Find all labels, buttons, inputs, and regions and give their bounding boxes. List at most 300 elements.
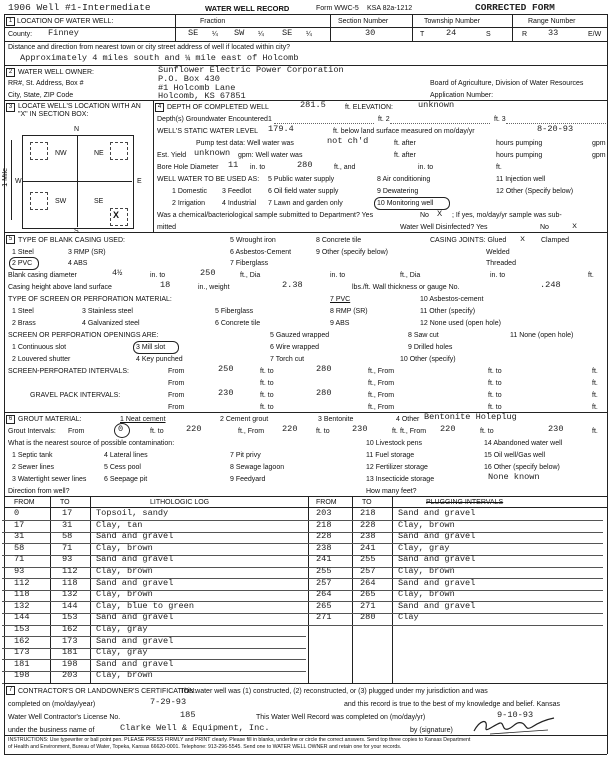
log-desc: Clay, gray — [398, 542, 450, 553]
locate-label: LOCATE WELL'S LOCATION WITH AN "X" IN SECTION BOX: — [18, 103, 141, 118]
log-to: 162 — [62, 624, 78, 634]
use-label: WELL WATER TO BE USED AS: — [157, 176, 260, 183]
completed-on-value: 7-29-93 — [150, 697, 187, 707]
yield-label: Est. Yield — [157, 152, 187, 159]
bore-value: 11 — [228, 160, 239, 170]
grout-from-circle — [114, 423, 130, 438]
bore-to-value: 280 — [297, 160, 313, 170]
use-industrial: 4 Industrial — [222, 200, 257, 207]
township-value: 24 — [446, 28, 457, 38]
log-from: 264 — [316, 589, 332, 600]
opening-key-punched: 4 Key punched — [136, 356, 183, 363]
casing-asbestos: 6 Asbestos-Cement — [230, 249, 292, 256]
casing-weight-value: 2.38 — [282, 280, 303, 290]
log-to: 132 — [62, 589, 78, 600]
log-desc: Clay, brown — [96, 566, 153, 576]
township-s: S — [486, 31, 491, 38]
casing-dia-in-to-1: in. to — [330, 272, 346, 279]
yield-after-label: ft. after — [394, 152, 416, 159]
log-to: 280 — [360, 612, 376, 623]
use-injection-well: 11 Injection well — [496, 176, 546, 183]
direction-label: Direction from well? — [8, 488, 70, 495]
license-label: Water Well Contractor's License No. — [8, 714, 121, 721]
bore-label: Bore Hole Diameter — [157, 164, 219, 171]
business-name-value: Clarke Well & Equipment, Inc. — [120, 723, 270, 733]
completed-on-label: completed on (mo/day/year) — [8, 701, 96, 708]
screen-none: 12 None used (open hole) — [420, 320, 501, 327]
use-monitoring-well: 10 Monitoring well — [377, 200, 434, 207]
log-desc: Sand and gravel — [96, 531, 174, 542]
contam-fertilizer: 12 Fertilizer storage — [366, 464, 428, 471]
range-r: R — [522, 31, 528, 38]
wall-thickness-value: .248 — [540, 280, 561, 290]
grout-to-value-3: 230 — [548, 424, 564, 434]
log-from: 203 — [316, 508, 332, 518]
fraction-label: Fraction — [200, 18, 226, 25]
static-level-label: WELL'S STATIC WATER LEVEL — [157, 128, 259, 135]
log-desc: Clay, brown — [96, 542, 153, 553]
gravel-to-label-4: ft. to — [488, 404, 502, 411]
grout-material-label: GROUT MATERIAL: — [18, 416, 82, 423]
signature-label: by (signature) — [410, 727, 453, 734]
perf-ft-1: ft. — [592, 368, 598, 375]
log-desc: Sand and gravel — [96, 658, 174, 669]
section-6-number: 6 — [6, 415, 15, 424]
quarter-mark-2: ¼ — [258, 31, 264, 38]
log-from: 271 — [316, 612, 332, 623]
log-desc: Sand and gravel — [398, 508, 476, 518]
screen-type-label: TYPE OF SCREEN OR PERFORATION MATERIAL: — [8, 296, 172, 303]
log-to-header-right: TO — [362, 499, 372, 506]
log-desc: Sand and gravel — [96, 635, 174, 646]
city-value: Holcomb, KS 67851 — [158, 91, 246, 101]
use-public-supply: 5 Public water supply — [268, 176, 335, 183]
contam-seepage: 6 Seepage pit — [104, 476, 148, 483]
corrected-form-label: CORRECTED FORM — [475, 2, 555, 13]
opening-gauzed: 5 Gauzed wrapped — [270, 332, 330, 339]
log-desc: Clay, gray — [96, 647, 148, 658]
casing-height-value: 18 — [160, 280, 171, 290]
gravel-to-label-2: ft. to — [488, 392, 502, 399]
quadrant-ne: NE — [94, 150, 104, 157]
opening-torch-cut: 7 Torch cut — [270, 356, 305, 363]
contam-abandoned: 14 Abandoned water well — [484, 440, 563, 447]
fraction-1: SE — [188, 28, 199, 38]
address-line-2: #1 Holcomb Lane — [158, 83, 236, 93]
chem-sample-x: X — [437, 209, 443, 219]
instructions-line-2: of Health and Environment, Bureau of Water, Topeka, Kansas 66620-0001. Telephone: 913-296-5545. Send one to WATER WELL OWNER and retain one for your records. — [8, 744, 402, 750]
contam-watertight: 3 Watertight sewer lines — [12, 476, 87, 483]
groundwater-label: Depth(s) Groundwater Encountered — [157, 116, 268, 123]
use-air-conditioning: 8 Air conditioning — [377, 176, 431, 183]
quarter-mark-3: ¼ — [306, 31, 312, 38]
contam-insecticide: 13 Insecticide storage — [366, 476, 435, 483]
log-to: 93 — [62, 554, 73, 565]
screen-concrete: 6 Concrete tile — [215, 320, 261, 327]
elevation-label: ft. ELEVATION: — [345, 104, 393, 111]
log-desc: Clay, blue to green — [96, 600, 194, 611]
perf-from-value: 250 — [218, 364, 234, 374]
log-from: 198 — [14, 670, 30, 681]
gravel-to-value: 280 — [316, 388, 332, 398]
log-from-header-left: FROM — [14, 499, 35, 506]
address-label: RR#, St. Address, Box # — [8, 80, 84, 87]
perf-to-label-4: ft. to — [488, 380, 502, 387]
south-label: S — [74, 228, 79, 235]
gravel-from-value: 230 — [218, 388, 234, 398]
yield-gpm-suffix: gpm — [592, 152, 606, 159]
lithologic-log-header: LITHOLOGIC LOG — [150, 499, 210, 506]
gravel-to-label-3: ft. to — [260, 404, 274, 411]
section-1-number: 1 — [6, 17, 15, 26]
opening-drilled: 9 Drilled holes — [408, 344, 453, 351]
grout-ft-from-label-2: ft., From — [400, 428, 427, 435]
quadrant-nw: NW — [55, 150, 67, 157]
use-irrigation: 2 Irrigation — [172, 200, 206, 207]
log-to: 238 — [360, 531, 376, 542]
log-to: 118 — [62, 577, 78, 588]
casing-diameter-value: 4½ — [112, 268, 123, 278]
static-level-date: 8-20-93 — [537, 124, 574, 134]
casing-dia-2: ft., Dia — [400, 272, 421, 279]
casing-joints-label: CASING JOINTS: Glued — [430, 237, 507, 244]
log-to: 255 — [360, 554, 376, 565]
log-from: 144 — [14, 612, 30, 623]
wall-thickness-label: lbs./ft. Wall thickness or gauge No. — [352, 284, 460, 291]
log-from: 71 — [14, 554, 25, 565]
log-to-header-left: TO — [60, 499, 70, 506]
log-desc: Sand and gravel — [96, 577, 174, 588]
quadrant-sw: SW — [55, 198, 67, 205]
yield-hours-label: hours pumping — [496, 152, 543, 159]
casing-diameter-in-to: in. to — [150, 272, 166, 279]
grout-ft-to-label: ft. to — [316, 428, 330, 435]
log-from: 255 — [316, 566, 332, 576]
record-completed-label: This Water Well Record was completed on (mo/day/yr) — [256, 714, 426, 721]
log-to: 198 — [62, 658, 78, 669]
use-domestic: 1 Domestic — [172, 188, 208, 195]
screen-brass: 2 Brass — [12, 320, 36, 327]
chem-sample-mid: ; If yes, mo/day/yr sample was sub- — [452, 212, 562, 219]
log-to: 144 — [62, 600, 78, 611]
county-value: Finney — [48, 28, 79, 38]
groundwater-1-label: 1 — [268, 116, 272, 123]
gravel-pack-label: GRAVEL PACK INTERVALS: — [30, 392, 121, 399]
quarter-mark-1: ¼ — [212, 31, 218, 38]
perf-from-label-2: ft., From — [368, 368, 395, 375]
opening-saw-cut: 8 Saw cut — [408, 332, 439, 339]
grout-other: 4 Other — [396, 416, 420, 423]
contam-sewer: 2 Sewer lines — [12, 464, 55, 471]
grout-from-value: 0 — [118, 424, 124, 434]
grout-ft-to-label-2: ft. to — [480, 428, 494, 435]
groundwater-2-label: ft. 2 — [378, 116, 390, 123]
log-desc: Sand and gravel — [96, 612, 174, 623]
log-desc: Sand and gravel — [96, 554, 174, 565]
grout-neat-cement: 1 Neat cement — [120, 416, 166, 423]
gravel-ft-2: ft. — [592, 404, 598, 411]
grout-ft-label-2: ft. — [592, 428, 598, 435]
casing-joints-x: x — [520, 234, 526, 244]
quadrant-se: SE — [94, 198, 104, 205]
casing-concrete-tile: 8 Concrete tile — [316, 237, 362, 244]
log-desc: Clay, brown — [96, 670, 153, 681]
opening-mill-slot: 3 Mill slot — [136, 344, 166, 351]
chem-sample-label: Was a chemical/bacteriological sample submitted to Department? Yes — [157, 212, 374, 219]
opening-louvered: 2 Louvered shutter — [12, 356, 71, 363]
log-desc: Clay, brown — [398, 519, 455, 530]
log-to: 257 — [360, 566, 376, 576]
blank-casing-label: TYPE OF BLANK CASING USED: — [18, 237, 125, 244]
fraction-2: SW — [234, 28, 245, 38]
screen-steel: 1 Steel — [12, 308, 34, 315]
contam-cess-pool: 5 Cess pool — [104, 464, 141, 471]
perforated-label: SCREEN-PERFORATED INTERVALS: — [8, 368, 129, 375]
county-label: County: — [8, 31, 33, 38]
perf-to-label-3: ft. to — [260, 380, 274, 387]
log-desc: Clay, tan — [96, 519, 143, 530]
static-level-value: 179.4 — [268, 124, 294, 134]
east-label: E — [137, 178, 142, 185]
casing-wrought-iron: 5 Wrought iron — [230, 237, 276, 244]
grout-to-label: ft. to — [150, 428, 164, 435]
use-lawn-garden: 7 Lawn and garden only — [268, 200, 343, 207]
section-number-value: 30 — [365, 28, 376, 38]
disinfected-label: Water Well Disinfected? Yes — [400, 224, 488, 231]
perf-to-value: 280 — [316, 364, 332, 374]
completed-suffix: and this record is true to the best of my knowledge and belief. Kansas — [344, 701, 560, 708]
owner-value: Sunflower Electric Power Corporation — [158, 65, 344, 75]
distance-label: Distance and direction from nearest town or city street address of well if located within city? — [8, 44, 291, 51]
screen-abs: 9 ABS — [330, 320, 350, 327]
form-number: Form WWC-5 — [316, 5, 359, 12]
fraction-3: SE — [282, 28, 293, 38]
log-to: 264 — [360, 577, 376, 588]
screen-other: 11 Other (specify) — [420, 308, 476, 315]
log-to: 173 — [62, 635, 78, 646]
grout-cement: 2 Cement grout — [220, 416, 269, 423]
west-label: W — [15, 178, 22, 185]
casing-clamped: Clamped — [541, 237, 570, 244]
log-to: 228 — [360, 519, 376, 530]
township-t: T — [420, 31, 425, 38]
contam-septic: 1 Septic tank — [12, 452, 53, 459]
log-desc: Sand and gravel — [398, 600, 476, 611]
business-name-label: under the business name of — [8, 727, 95, 734]
city-label: City, State, ZIP Code — [8, 92, 74, 99]
form-title: WATER WELL RECORD — [205, 4, 290, 13]
casing-dia-in-to-2: in. to — [490, 272, 506, 279]
perf-ft-2: ft. — [592, 380, 598, 387]
log-from: 93 — [14, 566, 25, 576]
perf-from-label-1: From — [168, 368, 185, 375]
log-desc: Sand and gravel — [398, 554, 476, 565]
address-line-1: P.O. Box 430 — [158, 74, 220, 84]
grout-from-label: From — [68, 428, 85, 435]
contam-livestock: 10 Livestock pens — [366, 440, 423, 447]
grout-intervals-label: Grout Intervals: — [8, 428, 56, 435]
certification-text: This water well was (1) constructed, (2) reconstructed, or (3) plugged under my jurisdiction and was — [180, 688, 488, 695]
log-to: 31 — [62, 519, 73, 530]
openings-label: SCREEN OR PERFORATION OPENINGS ARE: — [8, 332, 159, 339]
perf-from-label-4: ft., From — [368, 380, 395, 387]
section-3-number: 3 — [6, 103, 15, 112]
groundwater-3-label: ft. 3 — [494, 116, 506, 123]
log-from: 218 — [316, 519, 332, 530]
contam-oil-gas: 15 Oil well/Gas well — [484, 452, 546, 459]
log-from-header-right: FROM — [316, 499, 337, 506]
log-from: 265 — [316, 600, 332, 611]
log-from: 0 — [14, 508, 20, 518]
pump-test-value: not ch'd — [327, 136, 369, 146]
log-from: 241 — [316, 554, 332, 565]
log-to: 112 — [62, 566, 78, 576]
gravel-from-label-3: From — [168, 404, 185, 411]
record-completed-value: 9-10-93 — [497, 710, 534, 720]
contam-lateral: 4 Lateral lines — [104, 452, 148, 459]
grout-ft-from-label: ft., From — [238, 428, 265, 435]
casing-abs: 4 ABS — [68, 260, 88, 267]
log-to: 181 — [62, 647, 78, 658]
how-many-feet-label: How many feet? — [366, 488, 417, 495]
range-ew: E/W — [588, 31, 602, 38]
chem-sample-no: No — [420, 212, 429, 219]
pump-hours-label: hours pumping — [496, 140, 543, 147]
opening-other: 10 Other (specify) — [400, 356, 456, 363]
log-from: 173 — [14, 647, 30, 658]
north-label: N — [74, 126, 80, 133]
gravel-from-label-1: From — [168, 392, 185, 399]
log-desc: Clay, brown — [96, 589, 153, 600]
well-location-x: X — [113, 210, 120, 220]
casing-other: 9 Other (specify below) — [316, 249, 388, 256]
log-from: 162 — [14, 635, 30, 646]
bore-in-to: in. to — [250, 164, 266, 171]
statute: KSA 82a-1212 — [367, 5, 413, 12]
license-value: 185 — [180, 710, 196, 720]
log-from: 228 — [316, 531, 332, 542]
casing-pvc-circle — [9, 257, 39, 270]
log-to: 153 — [62, 612, 78, 623]
screen-fiberglass: 5 Fiberglass — [215, 308, 254, 315]
log-to: 241 — [360, 542, 376, 553]
grout-from-value-3: 220 — [440, 424, 456, 434]
contam-feedyard: 9 Feedyard — [230, 476, 266, 483]
log-desc: Sand and gravel — [398, 577, 476, 588]
contam-other: 16 Other (specify below) — [484, 464, 560, 471]
instructions-line-1: INSTRUCTIONS: Use typewriter or ball point pen. PLEASE PRESS FIRMLY and PRINT clearly. Please fill in blanks, underline or circle the correct answers. Send top three copies to Kansas Department — [8, 737, 471, 743]
casing-fiberglass: 7 Fiberglass — [230, 260, 269, 267]
casing-dia-1: ft., Dia — [240, 272, 261, 279]
log-to: 218 — [360, 508, 376, 518]
casing-threaded: Threaded — [486, 260, 516, 267]
disinfected-x: x — [572, 221, 578, 231]
contam-other-value: None known — [488, 472, 540, 482]
use-oil-field: 6 Oil field water supply — [268, 188, 339, 195]
location-label: LOCATION OF WATER WELL: — [17, 18, 114, 25]
use-other: 12 Other (Specify below) — [496, 188, 574, 195]
use-feedlot: 3 Feedlot — [222, 188, 252, 195]
screen-stainless: 3 Stainless steel — [82, 308, 133, 315]
grout-from-value-2: 220 — [282, 424, 298, 434]
log-from: 153 — [14, 624, 30, 634]
perf-to-label-1: ft. to — [260, 368, 274, 375]
log-desc: Clay, brown — [398, 589, 455, 600]
perf-to-label-2: ft. to — [488, 368, 502, 375]
opening-continuous: 1 Continuous slot — [12, 344, 67, 351]
screen-rmp: 8 RMP (SR) — [330, 308, 368, 315]
contamination-label: What is the nearest source of possible contamination: — [8, 440, 175, 447]
casing-diameter-label: Blank casing diameter — [8, 272, 77, 279]
casing-weight-label: in., weight — [198, 284, 230, 291]
screen-asbestos: 10 Asbestos-cement — [420, 296, 484, 303]
log-from: 132 — [14, 600, 30, 611]
log-from: 17 — [14, 519, 25, 530]
casing-diameter-to: 250 — [200, 268, 216, 278]
grout-to-value-2: 230 — [352, 424, 368, 434]
range-number-label: Range Number — [528, 18, 576, 25]
gravel-to-label-1: ft. to — [260, 392, 274, 399]
log-from: 257 — [316, 577, 332, 588]
disinfected-no: No — [540, 224, 549, 231]
screen-galvanized: 4 Galvanized steel — [82, 320, 140, 327]
log-from: 238 — [316, 542, 332, 553]
casing-pvc: 2 PVC — [12, 260, 33, 267]
certification-label: CONTRACTOR'S OR LANDOWNER'S CERTIFICATION: — [18, 688, 197, 695]
log-desc: Topsoil, sandy — [96, 508, 169, 518]
casing-rmp: 3 RMP (SR) — [68, 249, 106, 256]
grout-bentonite: 3 Bentonite — [318, 416, 354, 423]
log-desc: Clay — [398, 612, 419, 623]
yield-gpm-label: gpm: Well water was — [238, 152, 303, 159]
bore-in-to-2: in. to — [418, 164, 434, 171]
gravel-from-label-2: ft., From — [368, 392, 395, 399]
log-from: 112 — [14, 577, 30, 588]
casing-height-label: Casing height above land surface — [8, 284, 112, 291]
contam-pit-privy: 7 Pit privy — [230, 452, 261, 459]
section-5-number: 5 — [6, 235, 15, 244]
log-desc: Clay, gray — [96, 624, 148, 634]
section-number-label: Section Number — [338, 18, 389, 25]
static-level-suffix: ft. below land surface measured on mo/day/yr — [333, 128, 475, 135]
one-mile-label: 1 Mile — [2, 168, 9, 187]
bore-ft-label: ft. — [496, 164, 502, 171]
pump-test-label: Pump test data: Well water was — [196, 140, 294, 147]
owner-label: WATER WELL OWNER: — [18, 69, 94, 76]
grout-to-value: 220 — [186, 424, 202, 434]
distance-value: Approximately 4 miles south and ¼ mile east of Holcomb — [20, 53, 299, 63]
log-from: 118 — [14, 589, 30, 600]
grout-ft-label: ft. — [392, 428, 398, 435]
log-to: 265 — [360, 589, 376, 600]
yield-value: unknown — [194, 148, 231, 158]
handwritten-title: 1906 Well #1-Intermediate — [8, 2, 151, 13]
screen-pvc: 7 PVC — [330, 296, 351, 303]
section-7-number: 7 — [6, 686, 15, 695]
pump-after-label: ft. after — [394, 140, 416, 147]
depth-label: DEPTH OF COMPLETED WELL — [167, 104, 269, 111]
casing-dia-ft: ft. — [588, 272, 594, 279]
log-desc: Sand and gravel — [398, 531, 476, 542]
use-dewatering: 9 Dewatering — [377, 188, 419, 195]
grout-other-value: Bentonite Holeplug — [424, 412, 517, 422]
log-desc: Clay, brown — [398, 566, 455, 576]
depth-value: 281.5 — [300, 100, 326, 110]
township-number-label: Township Number — [424, 18, 481, 25]
plugging-intervals-header: PLUGGING INTERVALS — [426, 499, 504, 506]
casing-steel: 1 Steel — [12, 249, 34, 256]
log-to: 203 — [62, 670, 78, 681]
